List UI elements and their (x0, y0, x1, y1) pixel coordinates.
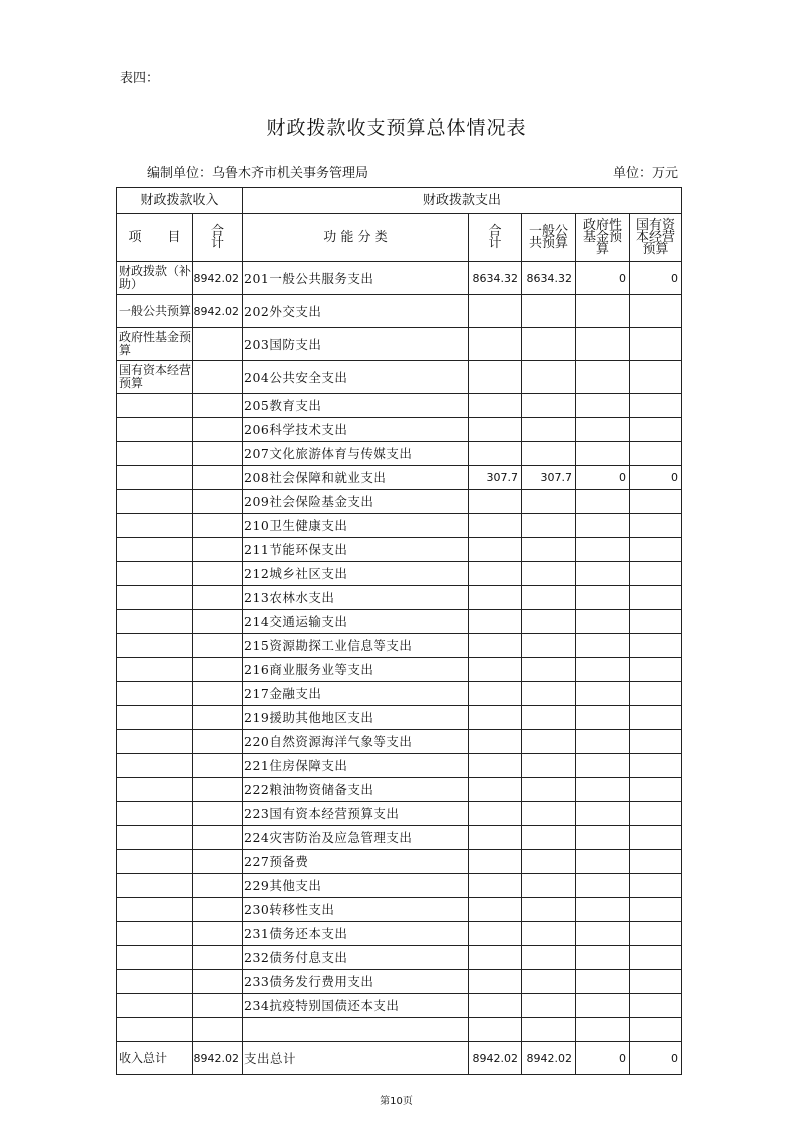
general-budget-cell: 307.7 (522, 466, 576, 490)
gov-fund-cell (576, 634, 630, 658)
general-budget-cell (522, 874, 576, 898)
function-cell: 227预备费 (243, 850, 469, 874)
gov-fund-cell (576, 1018, 630, 1042)
state-capital-cell (630, 610, 682, 634)
income-amount-cell (193, 682, 243, 706)
income-amount-cell (193, 586, 243, 610)
state-capital-cell (630, 874, 682, 898)
income-item-cell (117, 754, 193, 778)
table-row (117, 802, 682, 826)
general-budget-cell (522, 361, 576, 394)
income-amount-cell (193, 538, 243, 562)
gov-fund-header-l2: 基金预 (582, 229, 622, 245)
general-budget-cell (522, 562, 576, 586)
general-budget-cell: 8634.32 (522, 262, 576, 295)
state-capital-cell (630, 562, 682, 586)
total-cell (469, 658, 522, 682)
page-footer: 第10页 (380, 1096, 413, 1107)
income-item-cell (117, 1018, 193, 1042)
total-cell (469, 634, 522, 658)
state-capital-cell (630, 898, 682, 922)
gov-fund-cell (576, 295, 630, 328)
gov-fund-cell (576, 994, 630, 1018)
general-budget-cell (522, 514, 576, 538)
income-item-cell (117, 850, 193, 874)
income-item-cell (117, 490, 193, 514)
total-cell (469, 610, 522, 634)
state-capital-cell (630, 778, 682, 802)
income-amount-cell (193, 850, 243, 874)
gov-fund-cell (576, 850, 630, 874)
table-row (117, 538, 682, 562)
gov-fund-cell (576, 778, 630, 802)
gov-fund-cell (576, 706, 630, 730)
total-cell (469, 295, 522, 328)
total-cell: 307.7 (469, 466, 522, 490)
function-cell: 210卫生健康支出 (243, 514, 469, 538)
income-amount-cell (193, 970, 243, 994)
state-capital-cell (630, 850, 682, 874)
gov-fund-cell (576, 586, 630, 610)
income-group-header: 财政拨款收入 (117, 188, 243, 214)
income-item-cell: 一般公共预算 (117, 295, 193, 328)
gov-fund-cell (576, 730, 630, 754)
state-capital-cell (630, 1018, 682, 1042)
income-amount-cell (193, 874, 243, 898)
table-row (117, 262, 682, 295)
total-cell: 8634.32 (469, 262, 522, 295)
function-cell: 232债务付息支出 (243, 946, 469, 970)
total-cell (469, 826, 522, 850)
general-budget-cell (522, 658, 576, 682)
table-row (117, 946, 682, 970)
table-row (117, 328, 682, 361)
total-cell (469, 850, 522, 874)
income-item-cell (117, 874, 193, 898)
total-cell (469, 682, 522, 706)
general-budget-cell (522, 490, 576, 514)
table-row (117, 562, 682, 586)
table-row (117, 490, 682, 514)
total-header-bottom: 计 (488, 235, 502, 251)
income-amount-cell (193, 922, 243, 946)
state-capital-cell (630, 946, 682, 970)
income-item-cell (117, 466, 193, 490)
total-cell (469, 394, 522, 418)
totals-row (117, 1042, 682, 1075)
general-budget-cell (522, 295, 576, 328)
income-amount-cell: 8942.02 (193, 1042, 243, 1075)
table-row (117, 361, 682, 394)
state-capital-cell (630, 538, 682, 562)
total-cell (469, 970, 522, 994)
gov-fund-cell (576, 826, 630, 850)
function-cell: 205教育支出 (243, 394, 469, 418)
income-amount-cell (193, 361, 243, 394)
function-cell: 204公共安全支出 (243, 361, 469, 394)
total-cell (469, 874, 522, 898)
income-item-cell (117, 610, 193, 634)
state-capital-cell (630, 970, 682, 994)
general-budget-cell (522, 898, 576, 922)
general-budget-cell: 8942.02 (522, 1042, 576, 1075)
gov-fund-cell (576, 802, 630, 826)
table-row (117, 586, 682, 610)
income-item-cell (117, 514, 193, 538)
income-amount-cell (193, 418, 243, 442)
income-item-cell (117, 562, 193, 586)
function-cell: 219援助其他地区支出 (243, 706, 469, 730)
function-cell: 202外交支出 (243, 295, 469, 328)
general-budget-cell (522, 682, 576, 706)
gov-fund-cell (576, 442, 630, 466)
income-amount-cell (193, 778, 243, 802)
income-amount-cell (193, 754, 243, 778)
function-cell: 213农林水支出 (243, 586, 469, 610)
income-item-cell (117, 946, 193, 970)
table-row (117, 634, 682, 658)
state-capital-header-l1: 国有资 (635, 217, 675, 233)
gov-fund-cell (576, 658, 630, 682)
function-cell: 224灾害防治及应急管理支出 (243, 826, 469, 850)
total-cell (469, 922, 522, 946)
general-budget-header-l1: 一般公 (528, 223, 568, 239)
function-header: 功 能 分 类 (243, 214, 469, 262)
income-amount-cell (193, 514, 243, 538)
state-capital-header-l3: 预算 (642, 241, 669, 257)
total-cell: 8942.02 (469, 1042, 522, 1075)
table-row (117, 850, 682, 874)
income-amount-cell (193, 562, 243, 586)
state-capital-cell (630, 490, 682, 514)
gov-fund-cell (576, 970, 630, 994)
income-amount-cell (193, 466, 243, 490)
table-row (117, 898, 682, 922)
income-item-cell (117, 586, 193, 610)
item-header: 项 目 (117, 214, 193, 262)
table-row (117, 826, 682, 850)
group-header-row (117, 188, 682, 214)
function-cell: 233债务发行费用支出 (243, 970, 469, 994)
state-capital-cell (630, 922, 682, 946)
income-amount-cell (193, 706, 243, 730)
function-cell: 223国有资本经营预算支出 (243, 802, 469, 826)
gov-fund-cell (576, 394, 630, 418)
general-budget-cell (522, 730, 576, 754)
income-item-cell (117, 778, 193, 802)
state-capital-cell (630, 418, 682, 442)
page-title: 财政拨款收支预算总体情况表 (266, 117, 527, 139)
gov-fund-cell (576, 922, 630, 946)
table-row (117, 994, 682, 1018)
gov-fund-cell (576, 538, 630, 562)
gov-fund-cell (576, 328, 630, 361)
income-item-cell: 收入总计 (117, 1042, 193, 1075)
function-cell: 217金融支出 (243, 682, 469, 706)
gov-fund-cell: 0 (576, 262, 630, 295)
function-cell: 211节能环保支出 (243, 538, 469, 562)
general-budget-cell (522, 610, 576, 634)
function-cell: 206科学技术支出 (243, 418, 469, 442)
table-label: 表四： (120, 71, 160, 86)
total-cell (469, 994, 522, 1018)
table-row (117, 922, 682, 946)
function-cell: 216商业服务业等支出 (243, 658, 469, 682)
gov-fund-cell (576, 514, 630, 538)
function-cell: 207文化旅游体育与传媒支出 (243, 442, 469, 466)
general-budget-header-l2: 共预算 (528, 235, 568, 251)
income-item-cell (117, 898, 193, 922)
income-item-cell (117, 922, 193, 946)
function-cell: 229其他支出 (243, 874, 469, 898)
total-cell (469, 586, 522, 610)
function-cell: 201一般公共服务支出 (243, 262, 469, 295)
function-cell: 212城乡社区支出 (243, 562, 469, 586)
table-row (117, 442, 682, 466)
table-row (117, 970, 682, 994)
function-cell: 231债务还本支出 (243, 922, 469, 946)
total-cell (469, 328, 522, 361)
state-capital-cell (630, 586, 682, 610)
state-capital-cell (630, 634, 682, 658)
total-header-top: 合 (488, 223, 502, 239)
gov-fund-cell (576, 754, 630, 778)
income-amount-cell: 8942.02 (193, 262, 243, 295)
state-capital-cell: 0 (630, 466, 682, 490)
income-amount-cell (193, 442, 243, 466)
income-amount-header-bottom: 计 (210, 235, 224, 251)
income-item-cell: 政府性基金预算 (117, 328, 193, 361)
unit-label: 单位：万元 (613, 166, 679, 181)
income-item-cell (117, 970, 193, 994)
income-item-cell (117, 706, 193, 730)
income-item-cell (117, 994, 193, 1018)
state-capital-cell (630, 826, 682, 850)
state-capital-cell (630, 361, 682, 394)
income-amount-cell (193, 490, 243, 514)
income-item-cell (117, 802, 193, 826)
function-cell: 208社会保障和就业支出 (243, 466, 469, 490)
table-row (117, 394, 682, 418)
total-cell (469, 946, 522, 970)
income-item-cell (117, 826, 193, 850)
general-budget-cell (522, 970, 576, 994)
state-capital-header (630, 214, 682, 262)
table-row (117, 730, 682, 754)
state-capital-cell: 0 (630, 1042, 682, 1075)
income-amount-cell (193, 730, 243, 754)
table-row (117, 658, 682, 682)
state-capital-cell (630, 394, 682, 418)
gov-fund-cell (576, 361, 630, 394)
total-cell (469, 442, 522, 466)
table-row (117, 706, 682, 730)
gov-fund-cell (576, 898, 630, 922)
total-cell (469, 778, 522, 802)
total-cell (469, 754, 522, 778)
general-budget-header (522, 214, 576, 262)
function-cell: 214交通运输支出 (243, 610, 469, 634)
function-cell: 230转移性支出 (243, 898, 469, 922)
general-budget-cell (522, 802, 576, 826)
table-row (117, 754, 682, 778)
general-budget-cell (522, 850, 576, 874)
gov-fund-cell: 0 (576, 466, 630, 490)
function-cell: 支出总计 (243, 1042, 469, 1075)
income-amount-cell (193, 826, 243, 850)
total-cell (469, 706, 522, 730)
table-row (117, 466, 682, 490)
general-budget-cell (522, 586, 576, 610)
income-item-cell (117, 442, 193, 466)
function-cell (243, 1018, 469, 1042)
general-budget-cell (522, 634, 576, 658)
income-item-cell (117, 394, 193, 418)
gov-fund-cell (576, 418, 630, 442)
state-capital-cell (630, 994, 682, 1018)
general-budget-cell (522, 754, 576, 778)
table-row (117, 295, 682, 328)
state-capital-cell (630, 730, 682, 754)
general-budget-cell (522, 328, 576, 361)
gov-fund-cell (576, 490, 630, 514)
income-amount-cell (193, 328, 243, 361)
state-capital-cell (630, 442, 682, 466)
gov-fund-header (576, 214, 630, 262)
column-header-row (117, 214, 682, 262)
income-item-cell (117, 538, 193, 562)
general-budget-cell (522, 538, 576, 562)
function-cell: 209社会保险基金支出 (243, 490, 469, 514)
function-cell: 220自然资源海洋气象等支出 (243, 730, 469, 754)
income-item-cell (117, 730, 193, 754)
income-item-cell (117, 682, 193, 706)
table-row (117, 874, 682, 898)
total-cell (469, 490, 522, 514)
table-row (117, 778, 682, 802)
income-amount-cell (193, 802, 243, 826)
gov-fund-cell (576, 874, 630, 898)
state-capital-cell (630, 514, 682, 538)
table-row (117, 1018, 682, 1042)
income-item-cell: 国有资本经营预算 (117, 361, 193, 394)
income-amount-cell (193, 394, 243, 418)
general-budget-cell (522, 1018, 576, 1042)
total-cell (469, 730, 522, 754)
total-cell (469, 418, 522, 442)
function-cell: 222粮油物资储备支出 (243, 778, 469, 802)
income-item-cell (117, 418, 193, 442)
gov-fund-cell (576, 682, 630, 706)
income-amount-cell (193, 634, 243, 658)
income-amount-cell (193, 658, 243, 682)
state-capital-cell (630, 802, 682, 826)
general-budget-cell (522, 394, 576, 418)
table-row (117, 514, 682, 538)
gov-fund-header-l1: 政府性 (582, 217, 622, 233)
gov-fund-cell (576, 562, 630, 586)
income-amount-cell (193, 1018, 243, 1042)
total-header (469, 214, 522, 262)
function-cell: 234抗疫特别国债还本支出 (243, 994, 469, 1018)
general-budget-cell (522, 946, 576, 970)
general-budget-cell (522, 826, 576, 850)
function-cell: 215资源勘探工业信息等支出 (243, 634, 469, 658)
income-item-cell (117, 634, 193, 658)
state-capital-cell (630, 754, 682, 778)
income-amount-header (193, 214, 243, 262)
gov-fund-cell: 0 (576, 1042, 630, 1075)
state-capital-cell (630, 658, 682, 682)
total-cell (469, 361, 522, 394)
income-amount-cell (193, 946, 243, 970)
function-cell: 221住房保障支出 (243, 754, 469, 778)
income-item-cell (117, 658, 193, 682)
income-amount-cell (193, 898, 243, 922)
total-cell (469, 562, 522, 586)
general-budget-cell (522, 778, 576, 802)
income-amount-cell: 8942.02 (193, 295, 243, 328)
total-cell (469, 1018, 522, 1042)
budget-table (116, 187, 682, 1075)
state-capital-header-l2: 本经营 (635, 229, 675, 245)
total-cell (469, 802, 522, 826)
state-capital-cell (630, 706, 682, 730)
table-row (117, 682, 682, 706)
function-cell: 203国防支出 (243, 328, 469, 361)
general-budget-cell (522, 922, 576, 946)
gov-fund-cell (576, 946, 630, 970)
income-item-cell: 财政拨款（补助） (117, 262, 193, 295)
gov-fund-cell (576, 610, 630, 634)
org-label: 编制单位：乌鲁木齐市机关事务管理局 (147, 166, 369, 181)
total-cell (469, 898, 522, 922)
general-budget-cell (522, 994, 576, 1018)
total-cell (469, 538, 522, 562)
table-row (117, 418, 682, 442)
state-capital-cell (630, 295, 682, 328)
general-budget-cell (522, 706, 576, 730)
table-row (117, 610, 682, 634)
expense-group-header: 财政拨款支出 (243, 188, 682, 214)
income-amount-cell (193, 994, 243, 1018)
gov-fund-header-l3: 算 (595, 241, 609, 257)
general-budget-cell (522, 442, 576, 466)
income-amount-header-top: 合 (210, 223, 224, 239)
income-amount-cell (193, 610, 243, 634)
state-capital-cell (630, 328, 682, 361)
general-budget-cell (522, 418, 576, 442)
total-cell (469, 514, 522, 538)
state-capital-cell: 0 (630, 262, 682, 295)
state-capital-cell (630, 682, 682, 706)
